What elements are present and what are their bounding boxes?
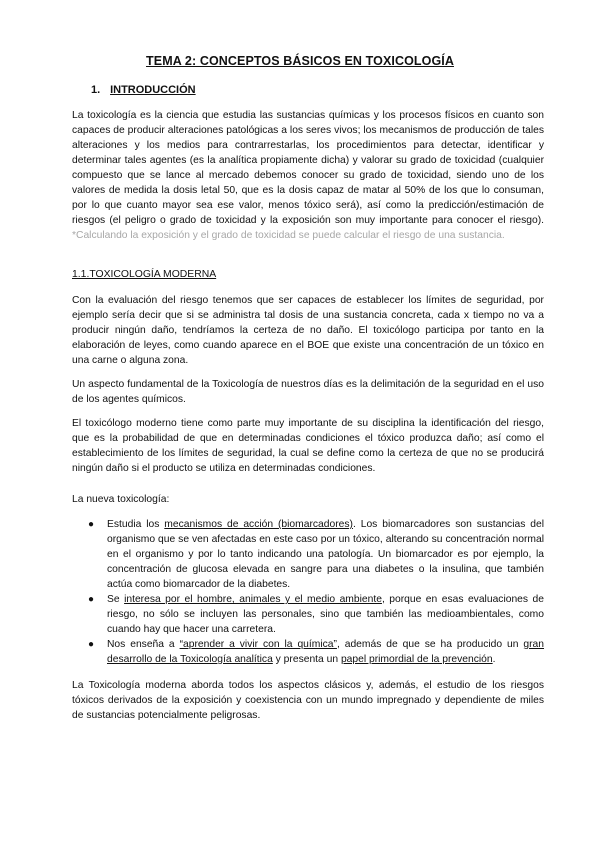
underlined-text: papel primordial de la prevención	[340, 654, 493, 665]
underlined-text: interesa por el hombre, animales y el medio ambiente	[124, 594, 382, 605]
paragraph-aspecto-fundamental: Un aspecto fundamental de la Toxicología de nuestros días es la delimitación de la seguridad en el uso de los agentes químicos.	[72, 379, 544, 405]
paragraph-closing: La Toxicología moderna aborda todos los aspectos clásicos y, además, el estudio de los riesgos tóxicos derivados de la exposición y coexistencia con un mundo impregnado y dependiente de miles de sustancias potencialmente peligrosas.	[72, 680, 544, 721]
section-heading-text: INTRODUCCIÓN	[110, 84, 196, 96]
paragraph-evaluacion-riesgo: Con la evaluación del riesgo tenemos que ser capaces de establecer los límites de seguridad, por ejemplo sería decir que si se administra tal dosis de una sustancia concreta, cada x tiempo no va a producir ningún daño, tendríamos la certeza de no daño. El toxicólogo participa por tanto en la elaboración de leyes, como cuando aparece en el BOE que existe una concentración de un tóxico en una carne o alguna zona.	[72, 295, 544, 366]
section-number: 1.	[91, 84, 101, 96]
paragraph-toxicologo-moderno: El toxicólogo moderno tiene como parte muy importante de su disciplina la identificación del riesgo, que es la probabilidad de que en determinadas condiciones el tóxico produzca daño; así como el establecimiento de los límites de seguridad, la cual se define como la certeza de que no se producirá ningún daño si el producto se utiliza en determinadas condiciones.	[72, 418, 544, 474]
intro-note: *Calculando la exposición y el grado de toxicidad se puede calcular el riesgo de una sustancia.	[72, 230, 505, 241]
subsection-heading-toxicologia-moderna: 1.1.TOXICOLOGÍA MODERNA	[72, 269, 217, 280]
page-title: TEMA 2: CONCEPTOS BÁSICOS EN TOXICOLOGÍA	[146, 54, 454, 68]
list-item: ● Se interesa por el hombre, animales y el medio ambiente, porque en esas evaluaciones de riesgo, no sólo se incluyen las personales, sino que también las medioambientales, como cuando hay que hacer una carretera.	[88, 594, 544, 635]
intro-paragraph-text: La toxicología es la ciencia que estudia las sustancias químicas y los procesos físicos en cuanto son capaces de producir alteraciones patológicas a los seres vivos; los mecanismos de producción de tales alteraciones y los medios para contrarrestarlas, los procedimientos para detectar, identificar y determinar tales agentes (es la analítica propiamente dicha) y valorar su grado de toxicidad (cualquier compuesto que se lance al mercado debemos conocer su grado de toxicidad, siendo uno de los valores de medida la dosis letal 50, que es la dosis capaz de matar al 50% de los que lo consuman, por lo que cuanto mayor sea ese valor, menos tóxico será), así como la predicción/estimación de riesgos (el peligro o grado de toxicidad y la exposición son muy importante para conocer el riesgo).	[72, 110, 544, 226]
bullet-marker: ●	[88, 519, 95, 530]
bullet-marker: ●	[88, 639, 95, 650]
section-heading-introduccion	[91, 84, 196, 96]
list-item: ● Estudia los mecanismos de acción (biomarcadores). Los biomarcadores son sustancias del organismo que se ven afectadas en este caso por un tóxico, alterando su concentración normal en el organismo y por lo tanto indicando una patología. Un biomarcador es por ejemplo, la concentración de glucosa elevada en sangre para una diabetes o la insulina, que también actúa como biomarcador de la diabetes.	[88, 519, 544, 590]
underlined-text: gran desarrollo de la Toxicología analítica	[107, 639, 545, 665]
intro-paragraph	[72, 108, 544, 243]
list-item: ● Nos enseña a “aprender a vivir con la química”, además de que se ha producido un gran desarrollo de la Toxicología analítica y presenta un papel primordial de la prevención.	[88, 639, 545, 665]
underlined-text: “aprender a vivir con la química”	[179, 639, 337, 650]
paragraph-nueva-toxicologia: La nueva toxicología:	[72, 494, 170, 505]
bullet-list	[72, 517, 544, 667]
bullet-marker: ●	[88, 594, 95, 605]
underlined-text: mecanismos de acción (biomarcadores)	[164, 519, 353, 530]
